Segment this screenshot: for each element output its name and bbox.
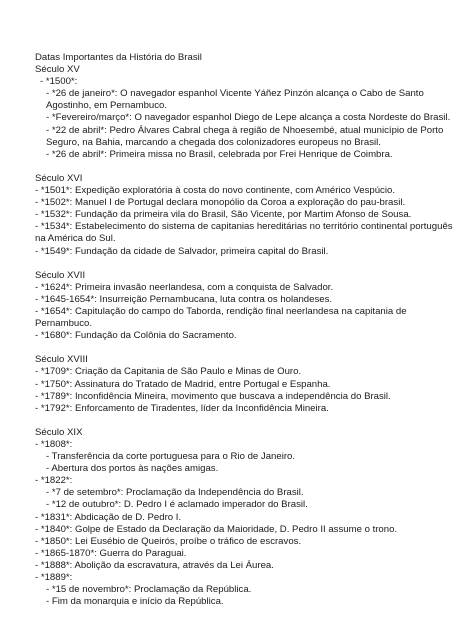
list-item: - *1789*: Inconfidência Mineira, movimento que buscava a independência do Brasil. bbox=[35, 390, 391, 402]
section-heading: Século XV bbox=[35, 64, 80, 76]
section-spacer bbox=[35, 161, 453, 173]
list-item: - *Fevereiro/março*: O navegador espanhol Diego de Lepe alcança a costa Nordeste do Brasil. bbox=[46, 112, 451, 124]
list-item: - *1865-1870*: Guerra do Paraguai. bbox=[35, 547, 187, 559]
list-item: - Abertura dos portos às nações amigas. bbox=[46, 463, 219, 475]
section-heading: Século XVII bbox=[35, 269, 86, 281]
list-item: - Fim da monarquia e início da República. bbox=[46, 596, 224, 608]
list-item: - *26 de abril*: Primeira missa no Brasil, celebrada por Frei Henrique de Coimbra. bbox=[46, 148, 393, 160]
section-spacer bbox=[35, 258, 453, 270]
list-item: - *1532*: Fundação da primeira vila do Brasil, São Vicente, por Martim Afonso de Sousa. bbox=[35, 209, 412, 221]
list-item: - *1645-1654*: Insurreição Pernambucana, luta contra os holandeses. bbox=[35, 293, 333, 305]
list-item: - *15 de novembro*: Proclamação da República. bbox=[46, 584, 252, 596]
document-body bbox=[35, 52, 453, 608]
section-spacer bbox=[35, 342, 453, 354]
list-item: - *1501*: Expedição exploratória à costa do novo continente, com Américo Vespúcio. bbox=[35, 185, 395, 197]
list-item: - Transferência da corte portuguesa para o Rio de Janeiro. bbox=[46, 451, 296, 463]
list-item: - *22 de abril*: Pedro Álvares Cabral chega à região de Nhoesembé, atual município de Porto Seguro, na Bahia, marcando a chegada dos colonizadores europeus no Brasil. bbox=[46, 124, 444, 148]
list-item: - *1889*: bbox=[35, 572, 73, 584]
section-spacer bbox=[35, 415, 453, 427]
list-item: - *7 de setembro*: Proclamação da Independência do Brasil. bbox=[46, 487, 304, 499]
list-item: - *1808*: bbox=[35, 439, 73, 450]
list-item: - *12 de outubro*: D. Pedro I é aclamado imperador do Brasil. bbox=[46, 499, 308, 511]
list-item: - *26 de janeiro*: O navegador espanhol Vicente Yáñez Pinzón alcança o Cabo de Santo Agostinho, em Pernambuco. bbox=[46, 88, 424, 112]
list-item: - *1792*: Enforcamento de Tiradentes, líder da Inconfidência Mineira. bbox=[35, 402, 329, 414]
list-item: - *1502*: Manuel I de Portugal declara monopólio da Coroa a exploração do pau-brasil. bbox=[35, 197, 406, 209]
list-item: - *1549*: Fundação da cidade de Salvador, primeira capital do Brasil. bbox=[35, 245, 329, 257]
list-item: - *1709*: Criação da Capitania de São Paulo e Minas de Ouro. bbox=[35, 366, 302, 378]
list-item: - *1500*: bbox=[40, 76, 78, 88]
list-item: - *1534*: Estabelecimento do sistema de capitanias hereditárias no território continental português na América do Sul. bbox=[35, 221, 453, 245]
list-item: - *1850*: Lei Eusébio de Queirós, proíbe o tráfico de escravos. bbox=[35, 535, 302, 547]
list-item: - *1750*: Assinatura do Tratado de Madrid, entre Portugal e Espanha. bbox=[35, 378, 331, 390]
section-heading: Século XIX bbox=[35, 426, 83, 438]
list-item: - *1888*: Abolição da escravatura, através da Lei Áurea. bbox=[35, 559, 274, 571]
list-item: - *1831*: Abdicação de D. Pedro I. bbox=[35, 511, 182, 523]
list-item: - *1840*: Golpe de Estado da Declaração da Maioridade, D. Pedro II assume o trono. bbox=[35, 523, 398, 535]
list-item: - *1680*: Fundação da Colônia do Sacramento. bbox=[35, 330, 237, 342]
section-heading: Século XVI bbox=[35, 172, 83, 184]
list-item: - *1654*: Capitulação do campo do Taborda, rendição final neerlandesa na capitania de Pernambuco. bbox=[35, 305, 407, 330]
section-heading: Século XVIII bbox=[35, 354, 88, 366]
document-title: Datas Importantes da História do Brasil bbox=[35, 52, 202, 63]
list-item: - *1822*: bbox=[35, 475, 73, 487]
list-item: - *1624*: Primeira invasão neerlandesa, com a conquista de Salvador. bbox=[35, 281, 334, 293]
